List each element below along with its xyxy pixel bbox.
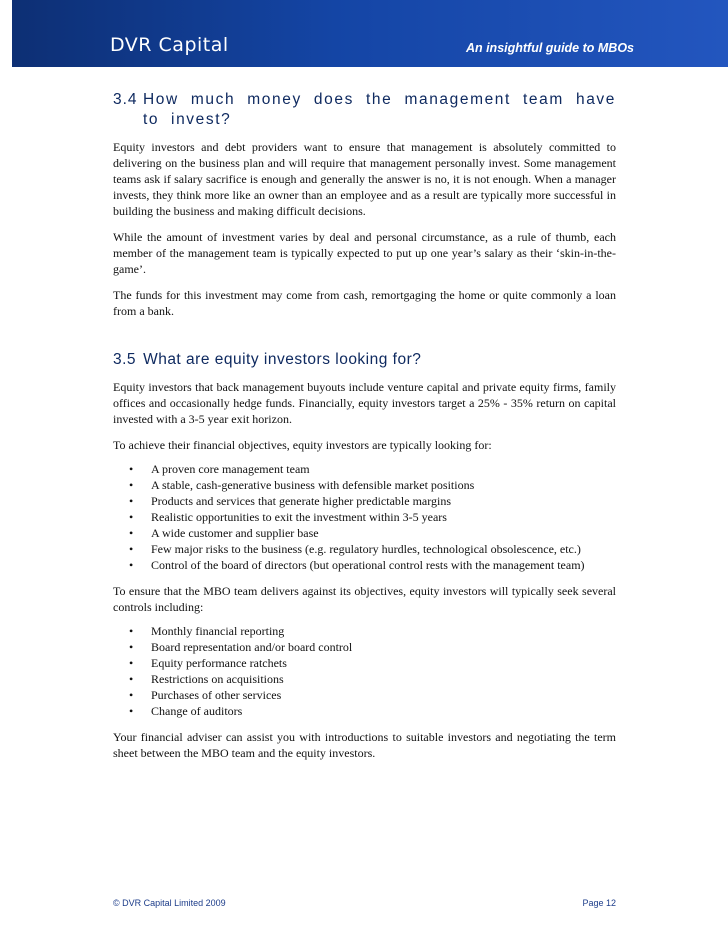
bullet-icon: • — [129, 640, 134, 654]
section-title: How much money does the management team have to invest? — [143, 91, 616, 128]
section-number: 3.5 — [113, 351, 137, 368]
bullet-icon: • — [129, 688, 134, 702]
paragraph: Equity investors that back management buyouts include venture capital and private equity firms, family offices and occasionally hedge funds. Financially, equity investors target a 25% - 35% return on capital invested with a 3-5 year exit horizon. — [113, 380, 616, 426]
bullet-icon: • — [129, 462, 134, 476]
bullet-icon: • — [129, 656, 134, 670]
paragraph: To achieve their financial objectives, equity investors are typically looking for: — [113, 438, 492, 452]
list-item: • Products and services that generate higher predictable margins — [113, 493, 616, 509]
section-number: 3.4 — [113, 91, 138, 108]
paragraph: To ensure that the MBO team delivers against its objectives, equity investors will typically seek several controls including: — [113, 584, 616, 614]
page-footer — [113, 898, 616, 912]
list-item: • Change of auditors — [113, 703, 616, 719]
document-body — [113, 90, 616, 761]
header-tagline: An insightful guide to MBOs — [465, 41, 634, 55]
paragraph: Equity investors and debt providers want to ensure that management is absolutely committed to delivering on the business plan and will require that management personally invest. Some management teams ask if salary sacrifice is enough and generally the answer is no, it is not enough. When a manager invests, they think more like an owner than an employee and as a result are typically more successful in building the business and making difficult decisions. — [113, 140, 616, 218]
list-item: • Realistic opportunities to exit the investment within 3-5 years — [113, 509, 616, 525]
bullet-icon: • — [129, 704, 134, 718]
bullet-icon: • — [129, 494, 134, 508]
brand-logo: DVR Capital — [110, 34, 229, 56]
list-item: • Purchases of other services — [113, 687, 616, 703]
bullet-icon: • — [129, 542, 134, 556]
list-item: • Equity performance ratchets — [113, 655, 616, 671]
bullet-icon: • — [129, 478, 134, 492]
list-item: • A wide customer and supplier base — [113, 525, 616, 541]
paragraph: While the amount of investment varies by deal and personal circumstance, as a rule of thumb, each member of the management team is typically expected to put up one year’s salary as their ‘skin-in-the-game’. — [113, 230, 616, 276]
investor-controls-list — [113, 623, 616, 719]
list-item: • Control of the board of directors (but operational control rests with the management team) — [113, 557, 616, 573]
list-item: • Board representation and/or board control — [113, 639, 616, 655]
list-item: • Few major risks to the business (e.g. regulatory hurdles, technological obsolescence, etc.) — [113, 541, 616, 557]
copyright-notice: © DVR Capital Limited 2009 — [113, 898, 226, 908]
paragraph: The funds for this investment may come from cash, remortgaging the home or quite commonly a loan from a bank. — [113, 288, 616, 318]
header-bar — [12, 0, 728, 67]
page-number: Page 12 — [582, 898, 616, 908]
list-item: • A proven core management team — [113, 461, 616, 477]
section-heading-3-4 — [113, 90, 616, 130]
bullet-icon: • — [129, 624, 134, 638]
section-heading-3-5 — [113, 350, 616, 370]
list-item: • Restrictions on acquisitions — [113, 671, 616, 687]
bullet-icon: • — [129, 510, 134, 524]
list-item: • A stable, cash-generative business with defensible market positions — [113, 477, 616, 493]
paragraph: Your financial adviser can assist you with introductions to suitable investors and negotiating the term sheet between the MBO team and the equity investors. — [113, 730, 616, 760]
investor-criteria-list — [113, 461, 616, 573]
section-title: What are equity investors looking for? — [143, 351, 422, 368]
list-item: • Monthly financial reporting — [113, 623, 616, 639]
bullet-icon: • — [129, 672, 134, 686]
bullet-icon: • — [129, 526, 134, 540]
bullet-icon: • — [129, 558, 134, 572]
